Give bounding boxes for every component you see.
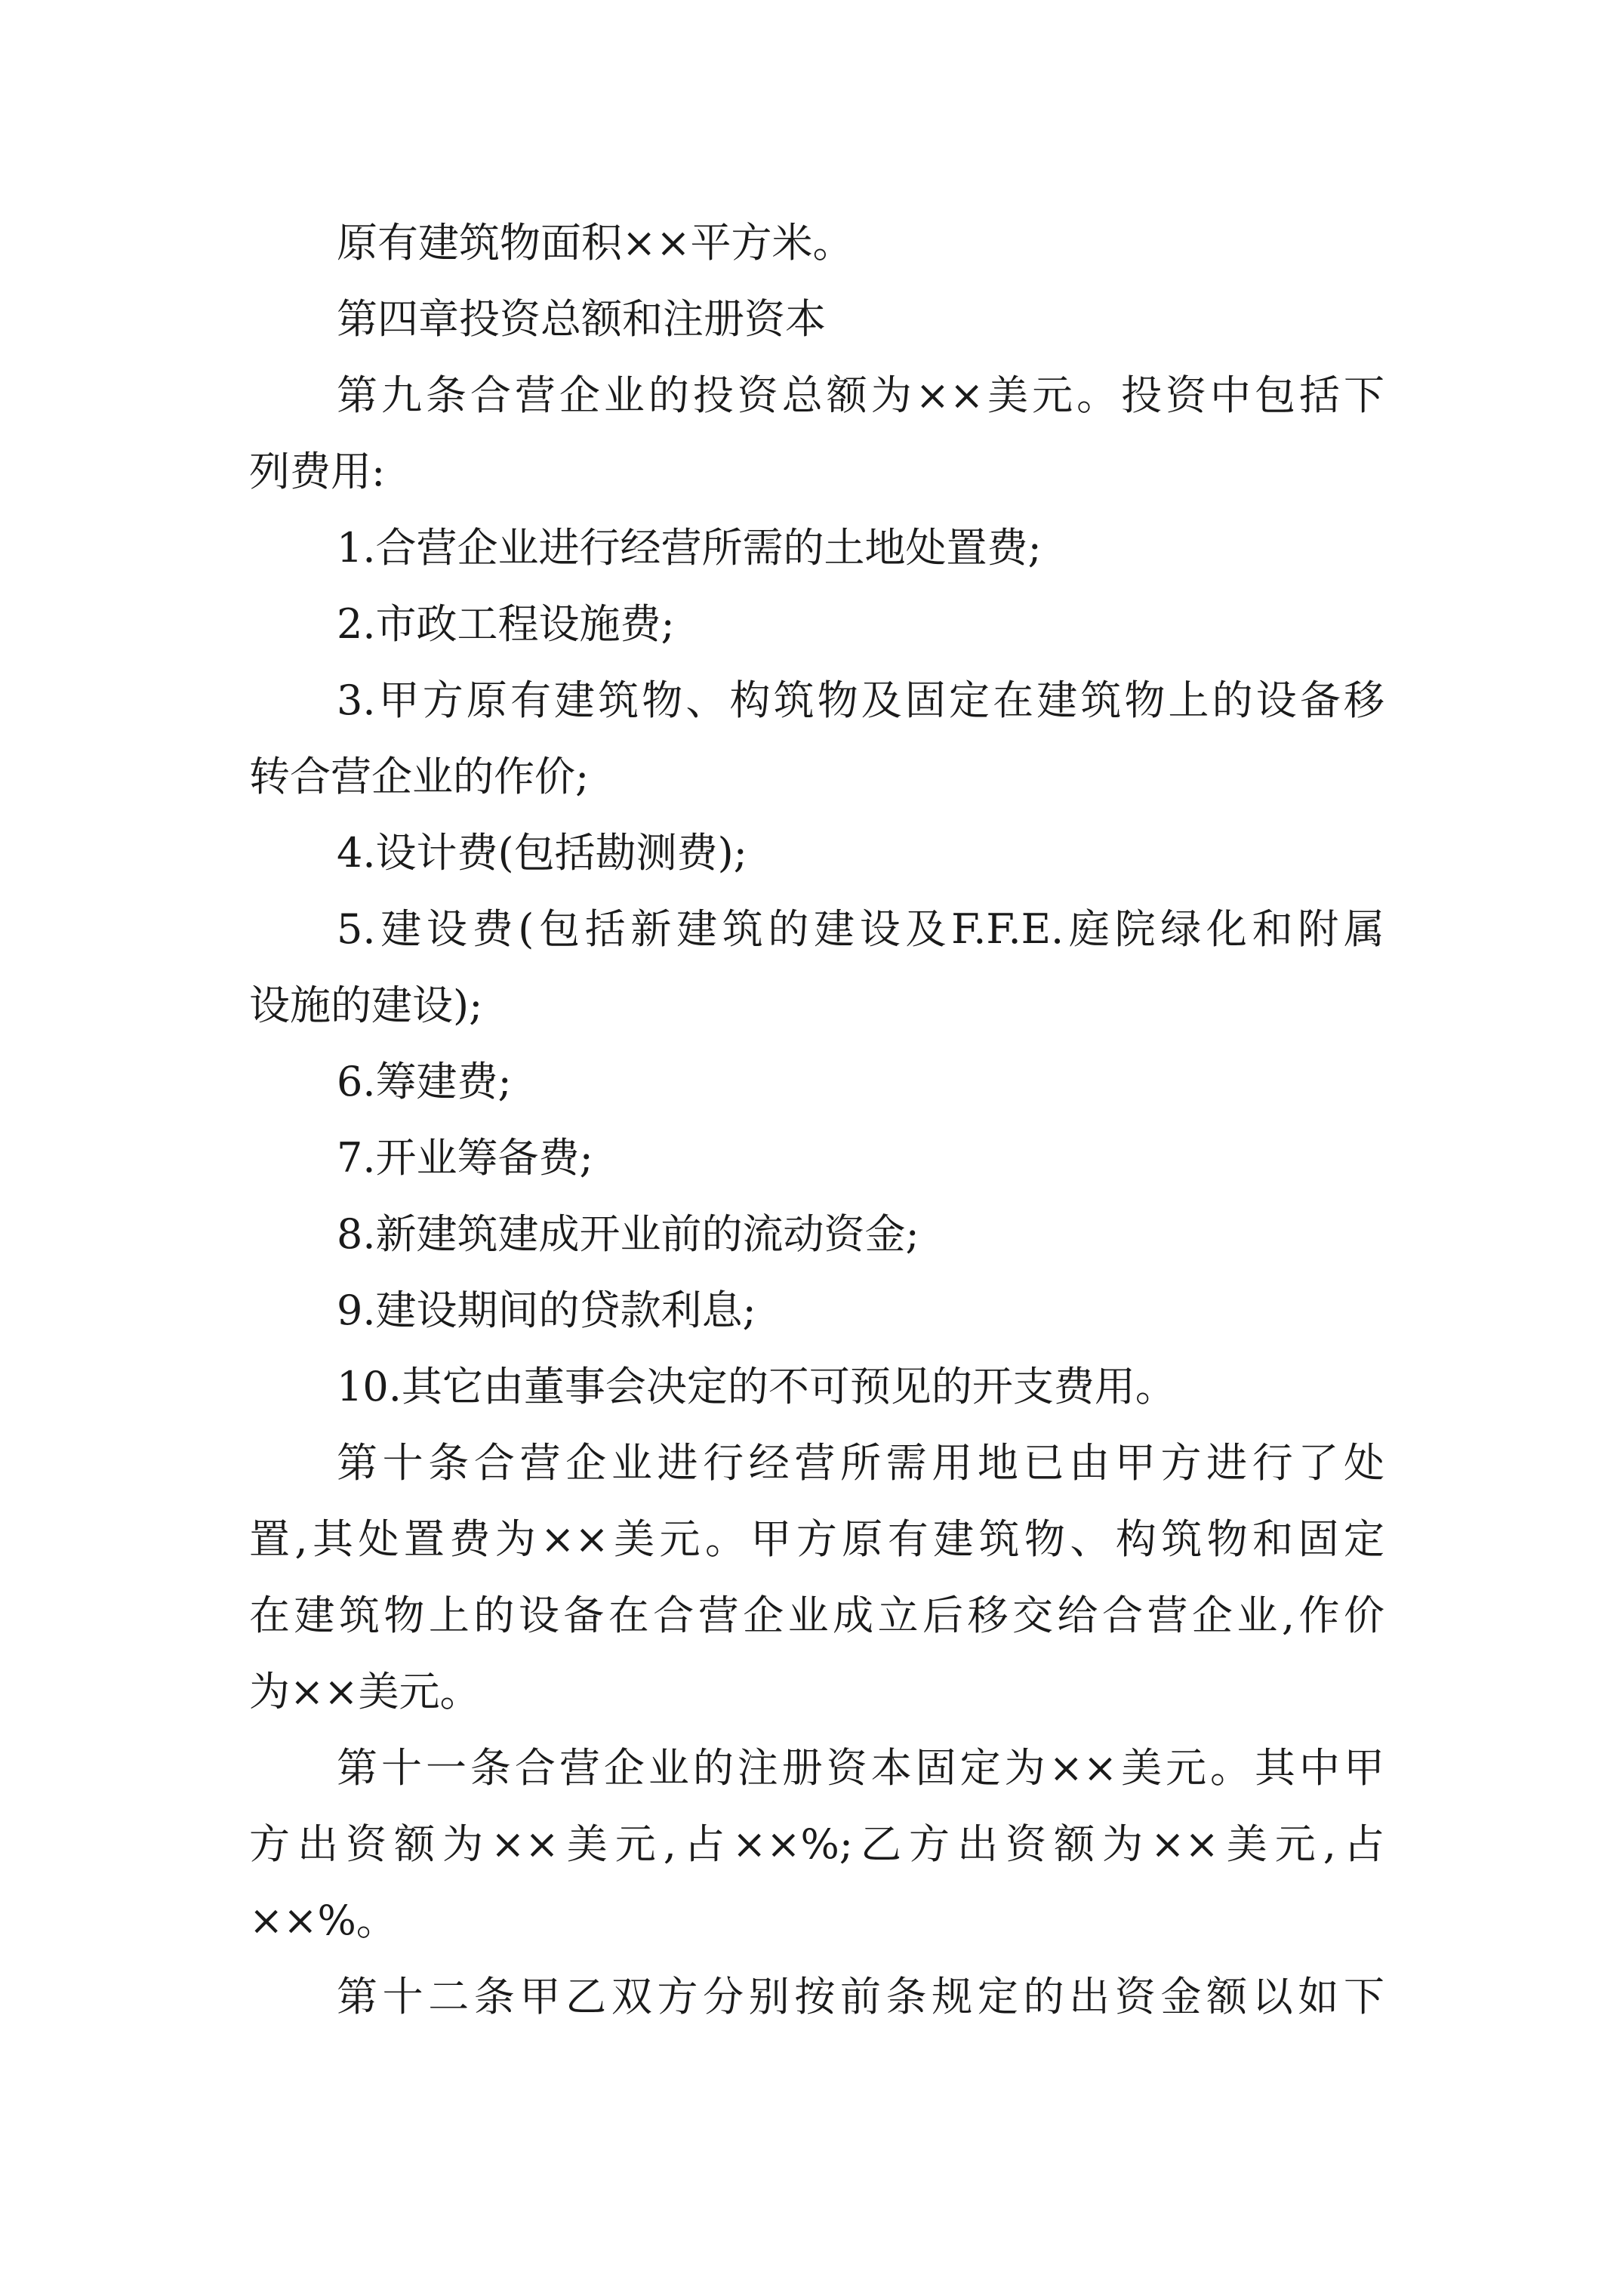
list-item: 7.开业筹备费;: [337, 1134, 593, 1182]
paragraph-line: 第十一条合营企业的注册资本固定为××美元。其中甲: [337, 1744, 1384, 1792]
list-item-continuation: 转合营企业的作价;: [249, 753, 590, 800]
chapter-heading: 第四章投资总额和注册资本: [337, 295, 826, 343]
list-item: 8.新建筑建成开业前的流动资金;: [337, 1210, 919, 1258]
paragraph-line: 原有建筑物面积××平方米。: [337, 219, 854, 267]
paragraph-line: 第十二条甲乙双方分别按前条规定的出资金额以如下: [337, 1973, 1384, 2020]
list-item: 6.筹建费;: [337, 1058, 512, 1105]
list-item: 5.建设费(包括新建筑的建设及F.F.E.庭院绿化和附属: [337, 905, 1384, 953]
paragraph-line: 列费用:: [249, 448, 386, 495]
paragraph-line: 方出资额为××美元,占××%;乙方出资额为××美元,占: [249, 1820, 1384, 1868]
list-item: 2.市政工程设施费;: [337, 600, 675, 648]
list-item: 3.甲方原有建筑物、构筑物及固定在建筑物上的设备移: [337, 676, 1384, 724]
list-item: 9.建设期间的贷款利息;: [337, 1287, 756, 1334]
list-item: 4.设计费(包括勘测费);: [337, 829, 747, 877]
paragraph-line: 第十条合营企业进行经营所需用地已由甲方进行了处: [337, 1439, 1384, 1487]
paragraph-line: 第九条合营企业的投资总额为××美元。投资中包括下: [337, 371, 1384, 419]
paragraph-line: 在建筑物上的设备在合营企业成立后移交给合营企业,作价: [249, 1592, 1384, 1639]
paragraph-line: ××%。: [249, 1897, 397, 1944]
paragraph-line: 为××美元。: [249, 1668, 481, 1715]
list-item: 10.其它由董事会决定的不可预见的开支费用。: [337, 1363, 1176, 1410]
paragraph-line: 置,其处置费为××美元。甲方原有建筑物、构筑物和固定: [249, 1515, 1384, 1563]
list-item: 1.合营企业进行经营所需的土地处置费;: [337, 524, 1042, 572]
list-item-continuation: 设施的建设);: [249, 982, 483, 1029]
